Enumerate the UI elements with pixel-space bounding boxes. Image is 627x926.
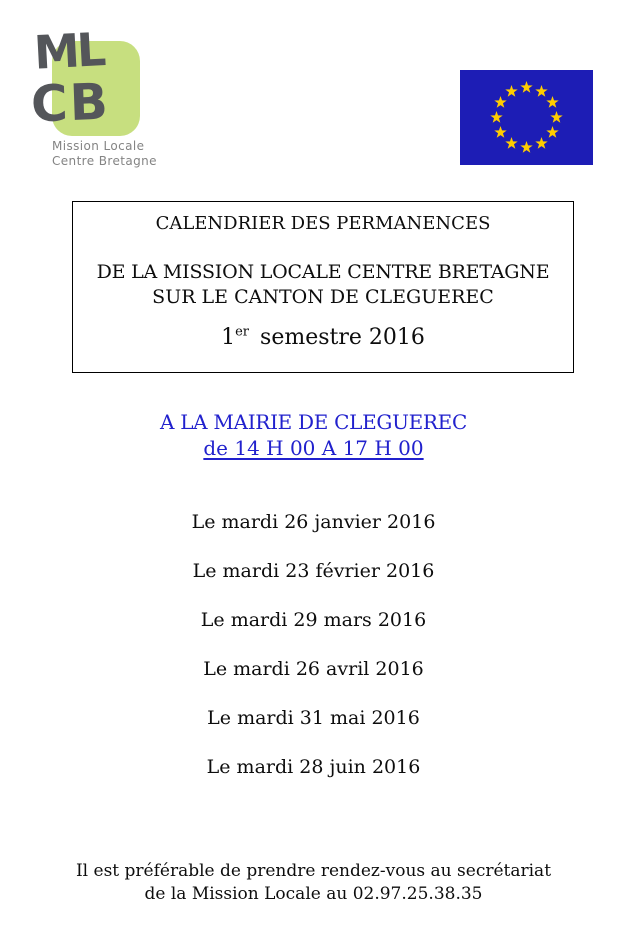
title-subline-organisation: DE LA MISSION LOCALE CENTRE BRETAGNE [96,261,550,283]
date-item: Le mardi 28 juin 2016 [206,756,421,778]
dates-list [0,498,627,792]
semester-line [73,326,573,350]
title-box [72,201,574,373]
logo-caption-line1: Mission Locale [52,139,145,153]
date-item: Le mardi 26 janvier 2016 [191,511,436,533]
date-item: Le mardi 26 avril 2016 [203,658,424,680]
date-item: Le mardi 23 février 2016 [192,560,435,582]
eu-flag [460,70,593,165]
logo-letters-cb: CB [30,72,111,134]
footer-note [0,860,627,906]
mlcb-logo [30,14,180,174]
location-heading [0,409,627,462]
semester-text: semestre 2016 [260,325,425,350]
semester-number: 1 [221,325,236,350]
location-hours: de 14 H 00 A 17 H 00 [203,436,424,460]
footer-line1: Il est préférable de prendre rendez-vous au secrétariat [75,861,552,881]
semester-ordinal-suffix: er [235,324,250,340]
document-title: CALENDRIER DES PERMANENCES [155,213,491,234]
logo-letters-ml: ML [32,22,105,80]
logo-caption-line2: Centre Bretagne [52,154,157,168]
logo-caption [52,139,157,169]
location-name: A LA MAIRIE DE CLEGUEREC [160,410,467,434]
title-subline-canton: SUR LE CANTON DE CLEGUEREC [152,286,494,308]
footer-line2: de la Mission Locale au 02.97.25.38.35 [144,884,483,904]
date-item: Le mardi 29 mars 2016 [200,609,427,631]
eu-flag-icon [460,70,593,165]
date-item: Le mardi 31 mai 2016 [207,707,420,729]
